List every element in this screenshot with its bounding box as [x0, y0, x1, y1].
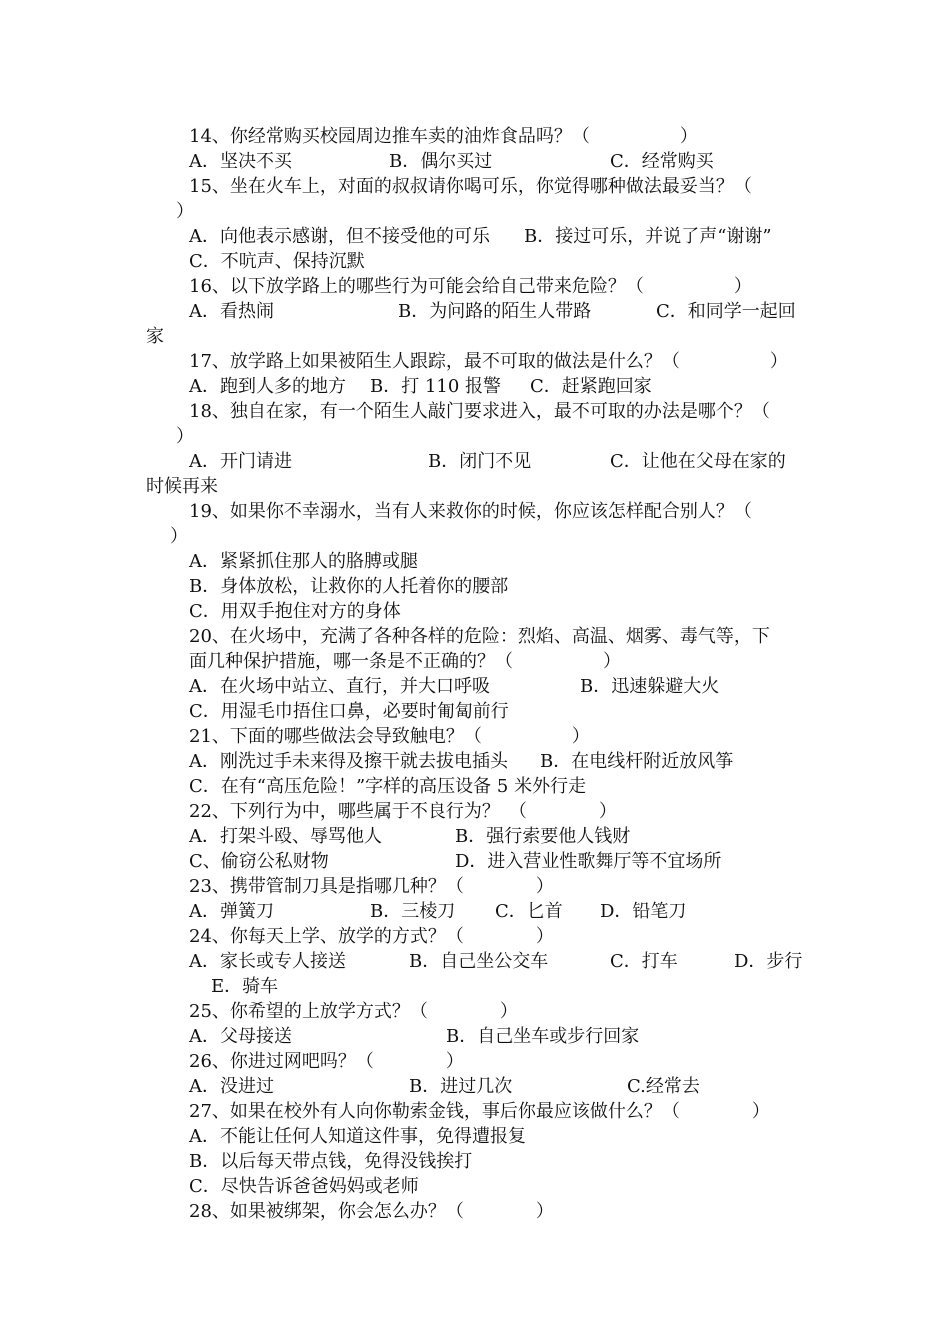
q17-option-c: C．赶紧跑回家 [530, 376, 652, 397]
question-24-stem: 24、你每天上学、放学的方式？（ ） [189, 926, 554, 947]
question-18-stem-cont: ） [176, 426, 194, 447]
question-20-stem-cont: 面几种保护措施，哪一条是不正确的？（ ） [189, 651, 621, 672]
q18-option-b: B．闭门不见 [428, 451, 532, 472]
question-28-stem: 28、如果被绑架，你会怎么办？（ ） [189, 1201, 554, 1222]
q20-option-c: C．用湿毛巾捂住口鼻，必要时匍匐前行 [189, 701, 509, 722]
q21-option-a: A．刚洗过手未来得及擦干就去拔电插头 [189, 751, 508, 772]
question-22-stem: 22、下列行为中，哪些属于不良行为？ （ ） [189, 801, 617, 822]
q27-option-a: A．不能让任何人知道这件事，免得遭报复 [189, 1126, 526, 1147]
q23-option-b: B．三棱刀 [370, 901, 456, 922]
question-19-stem: 19、如果你不幸溺水，当有人来救你的时候，你应该怎样配合别人？（ [189, 501, 752, 522]
q22-option-a: A．打架斗殴、辱骂他人 [189, 826, 382, 847]
question-17-stem: 17、放学路上如果被陌生人跟踪，最不可取的做法是什么？（ ） [189, 351, 788, 372]
question-16-stem: 16、以下放学路上的哪些行为可能会给自己带来危险？（ ） [189, 276, 752, 297]
q18-option-a: A．开门请进 [189, 451, 292, 472]
q14-option-c: C．经常购买 [610, 151, 714, 172]
q25-option-a: A．父母接送 [189, 1026, 292, 1047]
q22-option-b: B．强行索要他人钱财 [455, 826, 631, 847]
question-19-stem-cont: ） [170, 526, 188, 547]
q20-option-b: B．迅速躲避大火 [580, 676, 720, 697]
q14-option-a: A．坚决不买 [189, 151, 292, 172]
q24-option-d: D．步行 [734, 951, 803, 972]
q16-option-c: C．和同学一起回 [656, 301, 796, 322]
q19-option-a: A．紧紧抓住那人的胳膊或腿 [189, 551, 418, 572]
q24-option-e: E．骑车 [211, 976, 279, 997]
q27-option-c: C．尽快告诉爸爸妈妈或老师 [189, 1176, 419, 1197]
q17-option-a: A．跑到人多的地方 [189, 376, 346, 397]
question-25-stem: 25、你希望的上放学方式？（ ） [189, 1001, 518, 1022]
question-15-stem: 15、坐在火车上，对面的叔叔请你喝可乐，你觉得哪种做法最妥当？（ [189, 176, 752, 197]
q23-option-a: A．弹簧刀 [189, 901, 274, 922]
question-27-stem: 27、如果在校外有人向你勒索金钱，事后你最应该做什么？（ ） [189, 1101, 770, 1122]
q21-option-c: C．在有“高压危险！”字样的高压设备 5 米外行走 [189, 776, 587, 797]
q18-option-c-cont: 时候再来 [146, 476, 218, 497]
q18-option-c: C．让他在父母在家的 [610, 451, 786, 472]
q17-option-b: B．打 110 报警 [370, 376, 502, 397]
question-18-stem: 18、独自在家，有一个陌生人敲门要求进入，最不可取的办法是哪个？（ [189, 401, 770, 422]
q16-option-a: A．看热闹 [189, 301, 274, 322]
question-15-stem-cont: ） [176, 201, 194, 222]
q22-option-c: C、偷窃公私财物 [189, 851, 329, 872]
question-26-stem: 26、你进过网吧吗？（ ） [189, 1051, 464, 1072]
q15-option-a: A．向他表示感谢，但不接受他的可乐 [189, 226, 490, 247]
q27-option-b: B．以后每天带点钱，免得没钱挨打 [189, 1151, 473, 1172]
q20-option-a: A．在火场中站立、直行，并大口呼吸 [189, 676, 490, 697]
q25-option-b: B．自己坐车或步行回家 [446, 1026, 640, 1047]
question-20-stem: 20、在火场中，充满了各种各样的危险：烈焰、高温、烟雾、毒气等，下 [189, 626, 770, 647]
q16-option-c-cont: 家 [146, 326, 164, 347]
q23-option-d: D．铅笔刀 [600, 901, 687, 922]
q16-option-b: B．为问路的陌生人带路 [398, 301, 592, 322]
q19-option-b: B．身体放松，让救你的人托着你的腰部 [189, 576, 509, 597]
q15-option-c: C．不吭声、保持沉默 [189, 251, 365, 272]
q26-option-a: A．没进过 [189, 1076, 274, 1097]
q14-option-b: B．偶尔买过 [389, 151, 493, 172]
q24-option-b: B．自己坐公交车 [409, 951, 549, 972]
q24-option-a: A．家长或专人接送 [189, 951, 346, 972]
q22-option-d: D．进入营业性歌舞厅等不宜场所 [455, 851, 722, 872]
q15-option-b: B．接过可乐，并说了声“谢谢” [524, 226, 772, 247]
q21-option-b: B．在电线杆附近放风筝 [540, 751, 734, 772]
question-21-stem: 21、下面的哪些做法会导致触电？（ ） [189, 726, 590, 747]
question-14-stem: 14、你经常购买校园周边推车卖的油炸食品吗？（ ） [189, 126, 698, 147]
q19-option-c: C．用双手抱住对方的身体 [189, 601, 401, 622]
q23-option-c: C．匕首 [495, 901, 563, 922]
q26-option-c: C.经常去 [627, 1076, 700, 1097]
question-23-stem: 23、携带管制刀具是指哪几种？（ ） [189, 876, 554, 897]
q24-option-c: C．打车 [610, 951, 678, 972]
q26-option-b: B．进过几次 [409, 1076, 513, 1097]
